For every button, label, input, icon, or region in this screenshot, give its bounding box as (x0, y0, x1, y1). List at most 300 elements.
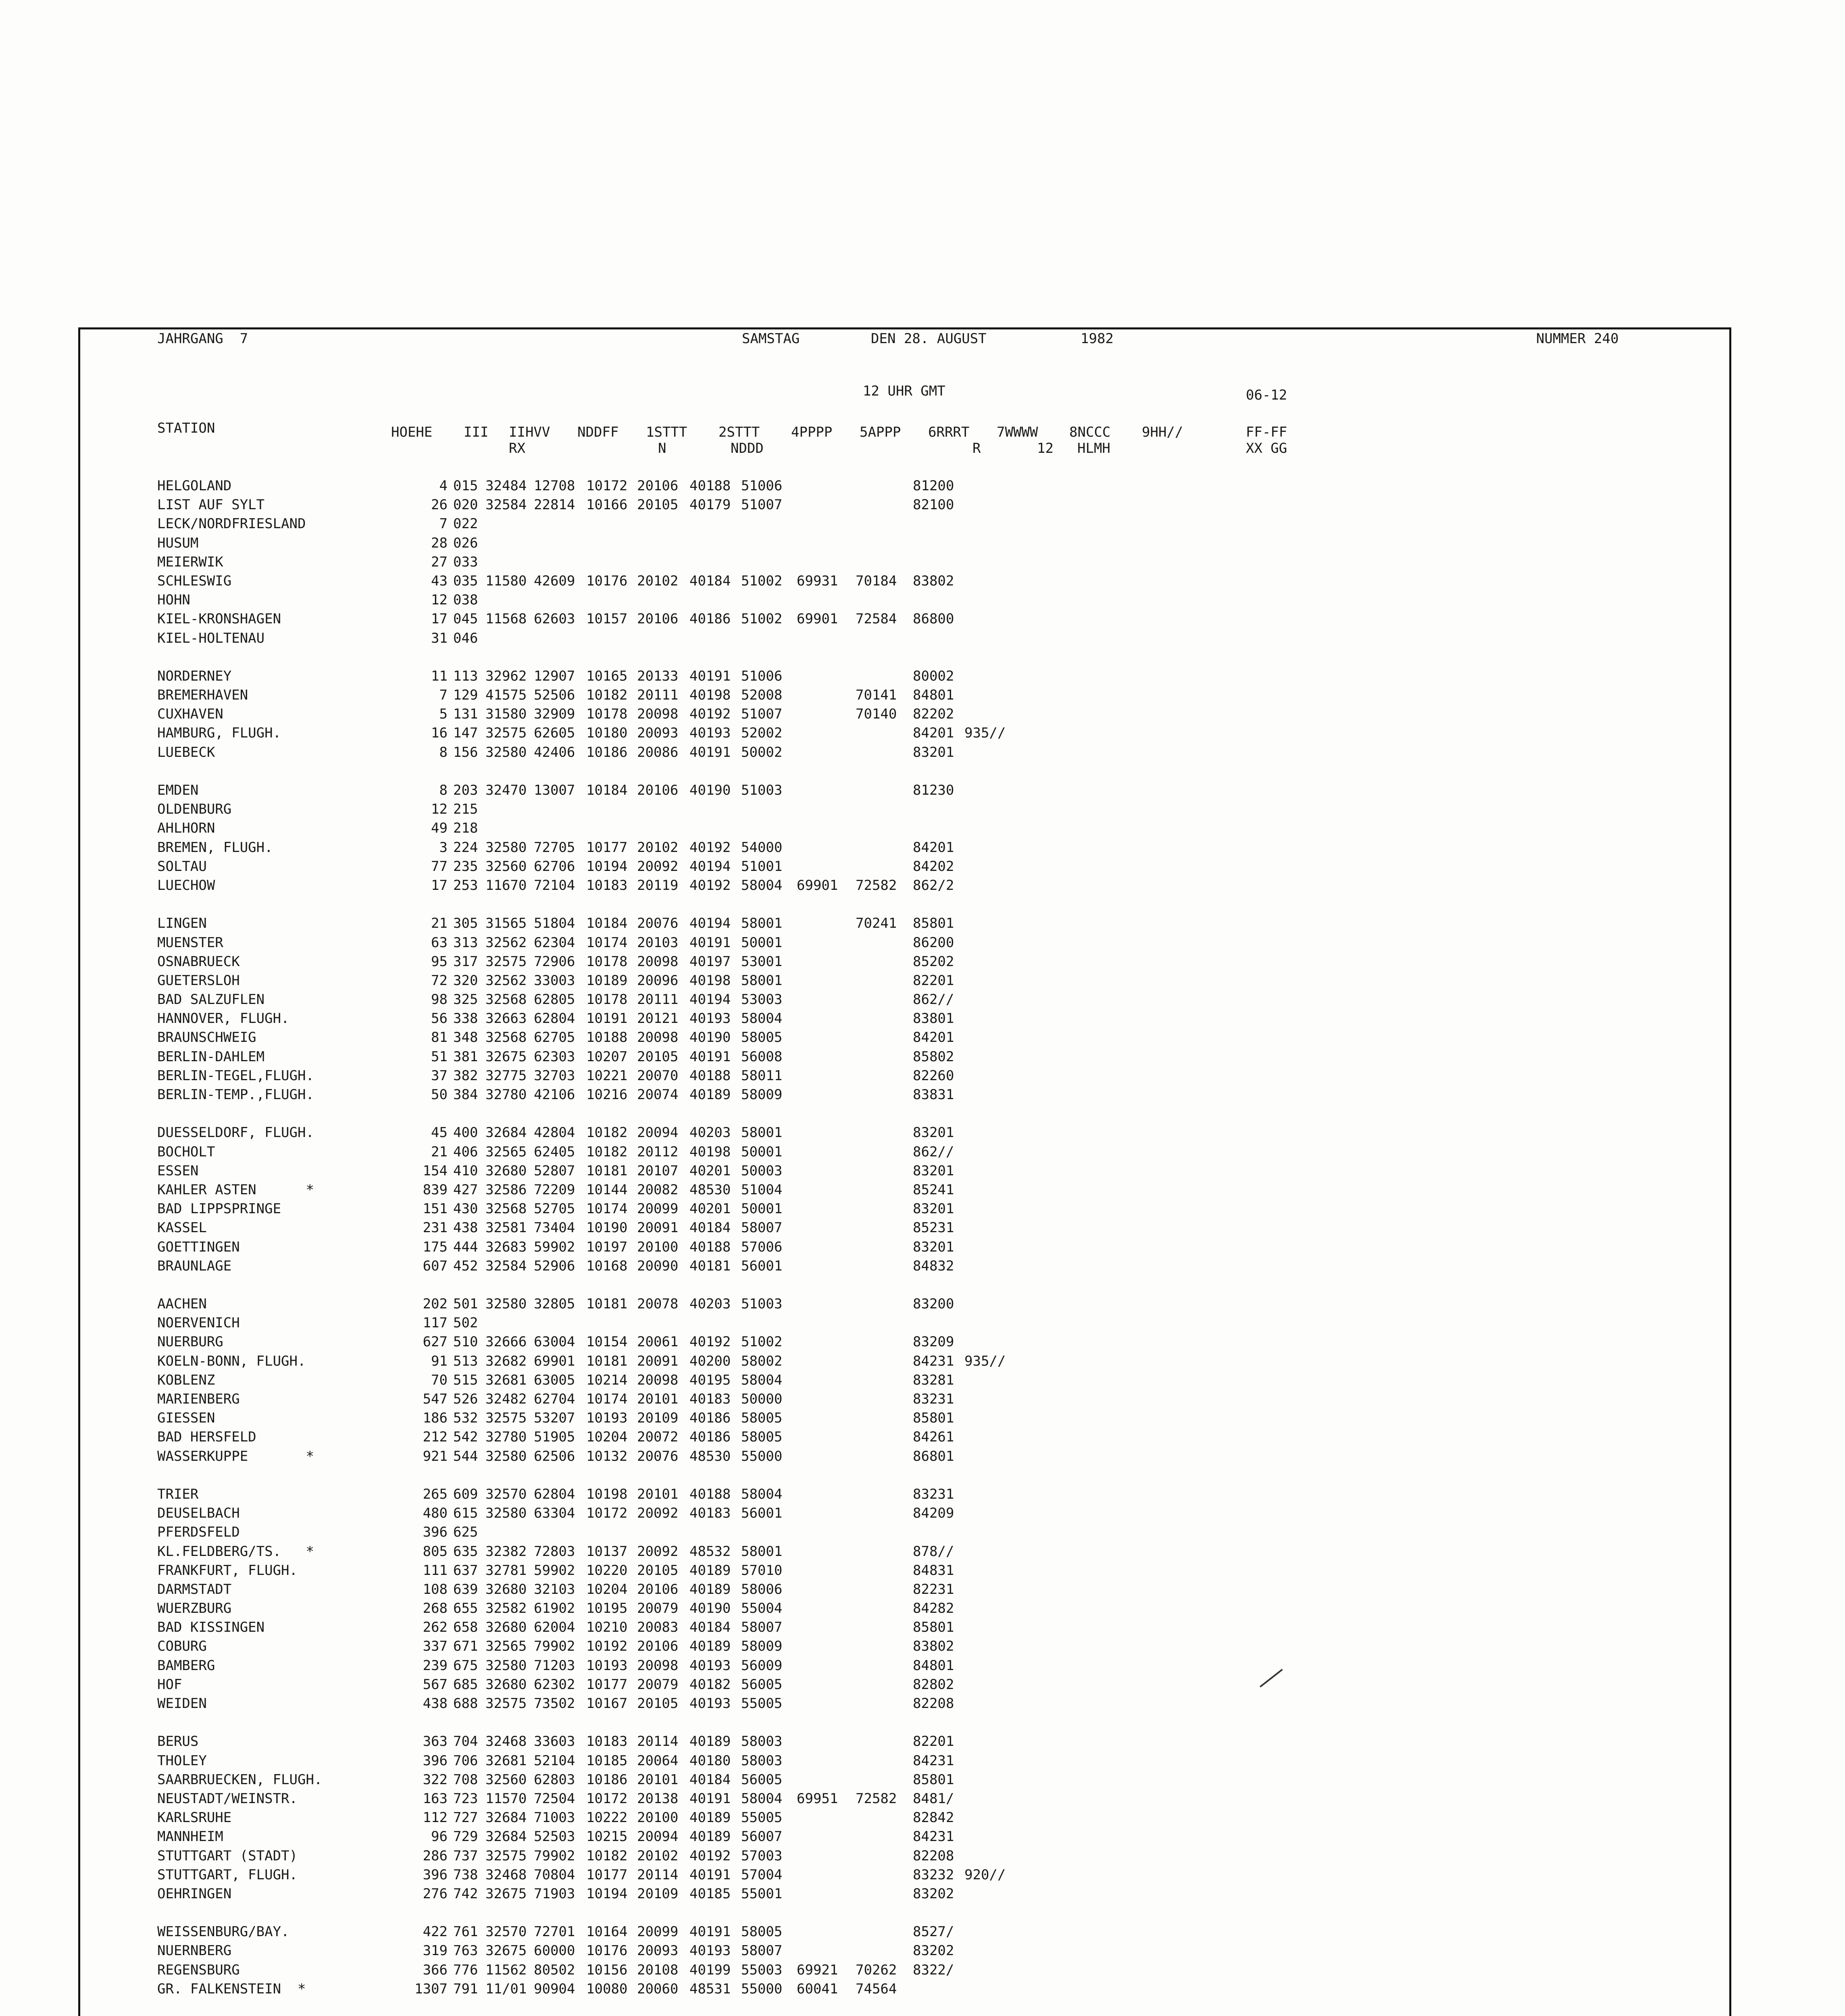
table-cell: 13007 (534, 782, 575, 798)
table-cell: 761 (453, 1924, 478, 1940)
table-cell: 10195 (586, 1600, 628, 1617)
table-cell: 526 (453, 1391, 478, 1407)
table-cell: 85241 (913, 1181, 954, 1198)
table-cell (856, 1181, 913, 1200)
table-cell (637, 819, 689, 838)
table-cell (797, 1218, 856, 1237)
station-name: BERUS (157, 1733, 199, 1750)
table-cell: 45 (431, 1125, 448, 1141)
table-cell (964, 1980, 1025, 1999)
table-cell (964, 1752, 1025, 1770)
table-cell: 48531 (689, 1981, 731, 1997)
table-cell: 410 (453, 1162, 478, 1179)
table-cell: 83202 (913, 1943, 954, 1959)
table-cell: 32681 (485, 1752, 527, 1769)
table-cell (964, 1048, 1025, 1066)
table-cell (964, 990, 1025, 1009)
table-cell: 10154 (586, 1334, 628, 1350)
table-cell: 69931 (797, 573, 838, 589)
table-cell (964, 1218, 1025, 1237)
table-cell (856, 1200, 913, 1218)
table-cell: 10181 (586, 1353, 628, 1369)
table-cell (856, 838, 913, 857)
table-cell (964, 800, 1025, 819)
table-cell: 513 (453, 1353, 478, 1369)
table-cell (856, 553, 913, 572)
table-cell (964, 1504, 1025, 1523)
table-cell: 90904 (534, 1981, 575, 1997)
table-row (157, 1599, 1025, 1618)
station-name: LIST AUF SYLT (157, 497, 265, 513)
table-cell: 40188 (689, 1239, 731, 1255)
table-cell (964, 1922, 1025, 1941)
table-cell (741, 514, 797, 533)
table-cell (797, 857, 856, 876)
table-cell (586, 629, 637, 648)
table-cell: 32680 (485, 1581, 527, 1597)
table-cell (797, 1009, 856, 1028)
table-cell: 20102 (637, 1847, 679, 1864)
table-cell: 156 (453, 744, 478, 760)
table-cell: 11570 (485, 1790, 527, 1807)
table-cell: 32586 (485, 1181, 527, 1198)
table-row (157, 1428, 1025, 1447)
table-row (157, 1485, 1025, 1504)
table-cell: 59902 (534, 1239, 575, 1255)
table-cell: 20094 (637, 1829, 679, 1845)
table-cell: 430 (453, 1201, 478, 1217)
table-row (157, 1580, 1025, 1599)
table-row (157, 629, 1025, 648)
table-cell (797, 1656, 856, 1675)
table-cell (964, 496, 1025, 514)
table-cell: 32580 (485, 1296, 527, 1312)
table-cell: 49 (431, 820, 448, 837)
station-name: BAMBERG (157, 1657, 215, 1674)
table-cell (637, 553, 689, 572)
col-7wwww: 7WWWW (997, 424, 1038, 440)
station-name: BREMERHAVEN (157, 687, 248, 704)
table-cell: 655 (453, 1600, 478, 1617)
table-cell: 10172 (586, 478, 628, 494)
station-name: HOF (157, 1676, 182, 1693)
table-cell: 83201 (913, 1162, 954, 1179)
col-iihvv: IIHVV (509, 424, 550, 440)
table-cell: 151 (423, 1201, 448, 1217)
table-cell: 58004 (741, 1790, 783, 1807)
table-row (157, 1085, 1025, 1104)
table-cell: 40189 (689, 1829, 731, 1845)
table-cell: 515 (453, 1372, 478, 1388)
table-cell: 83231 (913, 1391, 954, 1407)
table-cell: 32580 (485, 839, 527, 856)
table-cell: 40184 (689, 1619, 731, 1636)
table-cell: 20099 (637, 1924, 679, 1940)
table-cell: 265 (423, 1486, 448, 1502)
table-cell (964, 1732, 1025, 1751)
table-cell: 763 (453, 1943, 478, 1959)
table-cell: 40190 (689, 782, 731, 798)
table-cell: 71903 (534, 1885, 575, 1902)
station-name: WEIDEN (157, 1695, 207, 1712)
table-cell (856, 1847, 913, 1866)
table-cell: 40186 (689, 611, 731, 627)
table-cell: 20098 (637, 1372, 679, 1388)
table-cell (797, 724, 856, 743)
table-cell: 52807 (534, 1162, 575, 1179)
station-name: KOBLENZ (157, 1372, 215, 1388)
table-cell (586, 1523, 637, 1542)
table-cell (856, 1447, 913, 1466)
table-row (157, 1048, 1025, 1066)
table-cell: 10184 (586, 782, 628, 798)
table-cell: 55005 (741, 1810, 783, 1826)
table-cell: 147 (453, 725, 478, 741)
table-cell: 40183 (689, 1505, 731, 1522)
table-cell: 113 (453, 668, 478, 684)
station-name: PFERDSFELD (157, 1524, 240, 1541)
table-cell: 033 (453, 554, 478, 570)
col-1sttt: 1STTT (646, 424, 687, 440)
station-name: KARLSRUHE (157, 1810, 232, 1826)
table-cell: 83200 (913, 1296, 954, 1312)
table-cell (689, 629, 741, 648)
station-name: BREMEN, FLUGH. (157, 839, 273, 856)
table-cell: 438 (453, 1220, 478, 1236)
table-cell (797, 1485, 856, 1504)
table-cell (797, 1447, 856, 1466)
table-cell: 40189 (689, 1810, 731, 1826)
table-cell (856, 1066, 913, 1085)
table-cell (856, 1295, 913, 1314)
station-name: HOHN (157, 592, 190, 608)
table-cell: 129 (453, 687, 478, 704)
table-cell: 10177 (586, 1676, 628, 1693)
table-cell: 17 (431, 877, 448, 893)
table-cell: 20079 (637, 1600, 679, 1617)
table-row (157, 667, 1025, 686)
table-cell (797, 1333, 856, 1352)
table-cell: 70262 (856, 1962, 897, 1978)
station-name: KAHLER ASTEN * (157, 1181, 314, 1198)
table-cell: 706 (453, 1752, 478, 1769)
table-cell (534, 534, 586, 553)
table-cell: 62803 (534, 1771, 575, 1788)
table-cell (964, 1162, 1025, 1181)
table-cell (797, 1048, 856, 1066)
table-cell: 54000 (741, 839, 783, 856)
table-cell: 10167 (586, 1695, 628, 1712)
table-cell: 40186 (689, 1429, 731, 1445)
table-row (157, 1181, 1025, 1200)
table-cell: 40184 (689, 1220, 731, 1236)
table-cell: 32575 (485, 1695, 527, 1712)
table-cell (856, 1028, 913, 1047)
table-cell (485, 553, 534, 572)
table-cell: 111 (423, 1562, 448, 1579)
table-cell: 72705 (534, 839, 575, 856)
station-name: MARIENBERG (157, 1391, 240, 1407)
table-cell: 69951 (797, 1790, 838, 1807)
station-name: FRANKFURT, FLUGH. (157, 1562, 298, 1579)
table-cell (485, 800, 534, 819)
table-cell: 40194 (689, 915, 731, 932)
table-cell: 58009 (741, 1638, 783, 1655)
table-cell (797, 1371, 856, 1390)
table-cell: 55003 (741, 1962, 783, 1978)
table-cell (856, 1523, 913, 1542)
table-cell (964, 1123, 1025, 1142)
table-cell: 69901 (797, 611, 838, 627)
table-cell: 32681 (485, 1372, 527, 1388)
table-cell: 20072 (637, 1429, 679, 1445)
table-cell (856, 1048, 913, 1066)
table-cell (913, 819, 964, 838)
table-cell: 10178 (586, 953, 628, 970)
col-iii: III (464, 424, 489, 440)
table-cell: 10178 (586, 706, 628, 723)
table-cell (964, 1066, 1025, 1085)
table-cell: 10172 (586, 1790, 628, 1807)
table-cell: 32565 (485, 1638, 527, 1655)
table-cell: 20091 (637, 1220, 679, 1236)
table-cell: 82100 (913, 497, 954, 513)
table-cell (856, 1542, 913, 1561)
table-cell: 8 (439, 782, 448, 798)
table-cell: 20094 (637, 1125, 679, 1141)
table-cell (964, 610, 1025, 629)
table-cell: 82208 (913, 1847, 954, 1864)
table-cell: 40180 (689, 1752, 731, 1769)
station-name: TRIER (157, 1486, 199, 1502)
table-cell (856, 629, 913, 648)
table-cell (964, 933, 1025, 952)
table-row (157, 933, 1025, 952)
table-cell (964, 1618, 1025, 1637)
table-cell: 12 (431, 592, 448, 608)
table-cell: 73404 (534, 1220, 575, 1236)
table-cell (797, 990, 856, 1009)
col-rx: RX (509, 440, 525, 456)
table-cell: 82842 (913, 1810, 954, 1826)
table-cell: 438 (423, 1695, 448, 1712)
table-row (157, 705, 1025, 724)
station-name: GIESSEN (157, 1410, 215, 1427)
table-cell: 20109 (637, 1885, 679, 1902)
table-cell: 40185 (689, 1885, 731, 1902)
table-cell (856, 1390, 913, 1409)
table-cell: 038 (453, 592, 478, 608)
table-cell: 20106 (637, 782, 679, 798)
table-row (157, 1732, 1025, 1751)
table-cell: 72906 (534, 953, 575, 970)
table-cell: 51007 (741, 706, 783, 723)
table-cell: 878// (913, 1543, 954, 1560)
table-cell: 10177 (586, 1866, 628, 1883)
table-cell: 547 (423, 1391, 448, 1407)
table-cell: 62304 (534, 934, 575, 951)
table-cell: 33003 (534, 972, 575, 989)
table-cell: 20102 (637, 573, 679, 589)
table-cell: 83232 (913, 1866, 954, 1883)
table-cell (856, 990, 913, 1009)
table-cell: 20101 (637, 1771, 679, 1788)
table-cell: 86800 (913, 611, 954, 627)
table-cell: 32575 (485, 953, 527, 970)
table-cell: 10197 (586, 1239, 628, 1255)
table-cell: 58005 (741, 1429, 783, 1445)
table-cell (856, 1504, 913, 1523)
table-cell: 32575 (485, 1847, 527, 1864)
table-cell: 10132 (586, 1448, 628, 1464)
station-name: GUETERSLOH (157, 972, 240, 989)
table-cell (964, 1314, 1025, 1333)
table-cell: 33603 (534, 1733, 575, 1750)
table-cell: 72504 (534, 1790, 575, 1807)
table-cell: 32582 (485, 1600, 527, 1617)
table-cell: 10182 (586, 1847, 628, 1864)
table-cell: 427 (453, 1181, 478, 1198)
table-cell (485, 591, 534, 610)
table-cell (856, 1808, 913, 1827)
table-cell: 045 (453, 611, 478, 627)
table-cell: 10165 (586, 668, 628, 684)
table-cell: 400 (453, 1125, 478, 1141)
table-cell (586, 800, 637, 819)
table-cell: 20092 (637, 1505, 679, 1522)
table-cell (964, 838, 1025, 857)
table-cell: 32575 (485, 1410, 527, 1427)
table-cell: 84201 (913, 1029, 954, 1046)
station-name: BAD LIPPSPRINGE (157, 1201, 281, 1217)
table-cell (485, 534, 534, 553)
table-row (157, 572, 1025, 591)
table-cell: 40190 (689, 1029, 731, 1046)
table-cell: 40190 (689, 1600, 731, 1617)
table-cell: 58002 (741, 1353, 783, 1369)
table-cell: 50 (431, 1087, 448, 1103)
table-cell (856, 1599, 913, 1618)
table-cell: 8527/ (913, 1924, 954, 1940)
table-cell: 95 (431, 953, 448, 970)
station-name: NEUSTADT/WEINSTR. (157, 1790, 298, 1807)
table-cell (964, 1085, 1025, 1104)
table-cell: 55004 (741, 1600, 783, 1617)
table-cell: 396 (423, 1752, 448, 1769)
col-hlmh: HLMH (1077, 440, 1110, 456)
table-cell: 96 (431, 1829, 448, 1845)
table-cell: 10174 (586, 1201, 628, 1217)
table-cell: 322 (423, 1771, 448, 1788)
table-cell: 108 (423, 1581, 448, 1597)
station-name: GOETTINGEN (157, 1239, 240, 1255)
table-cell: 406 (453, 1143, 478, 1160)
table-cell: 69921 (797, 1962, 838, 1978)
table-cell: 20090 (637, 1258, 679, 1274)
table-cell: 51003 (741, 1296, 783, 1312)
table-cell: 11670 (485, 877, 527, 893)
table-cell (534, 1523, 586, 1542)
table-cell: 20107 (637, 1162, 679, 1179)
table-cell: 32683 (485, 1239, 527, 1255)
table-cell: 40200 (689, 1353, 731, 1369)
table-cell (741, 1523, 797, 1542)
table-cell: 10164 (586, 1924, 628, 1940)
table-cell (637, 1523, 689, 1542)
table-cell (913, 1523, 964, 1542)
table-cell (964, 1885, 1025, 1904)
table-cell: 154 (423, 1162, 448, 1179)
table-cell: 40191 (689, 744, 731, 760)
table-cell: 40194 (689, 858, 731, 875)
station-name: HANNOVER, FLUGH. (157, 1010, 289, 1027)
table-cell (964, 1143, 1025, 1162)
table-row (157, 1333, 1025, 1352)
table-cell: 83202 (913, 1885, 954, 1902)
table-cell: 40184 (689, 573, 731, 589)
table-cell: 58006 (741, 1581, 783, 1597)
table-cell (964, 1580, 1025, 1599)
table-cell: 53003 (741, 991, 783, 1008)
table-cell: 10177 (586, 839, 628, 856)
table-cell: 57003 (741, 1847, 783, 1864)
col-8nccc: 8NCCC (1069, 424, 1111, 440)
table-cell: 40189 (689, 1087, 731, 1103)
table-cell: 62302 (534, 1676, 575, 1693)
table-cell (964, 686, 1025, 705)
table-cell (964, 1770, 1025, 1789)
table-row (157, 1257, 1025, 1276)
table-cell (856, 1218, 913, 1237)
table-cell: 51004 (741, 1181, 783, 1198)
table-cell (797, 1637, 856, 1656)
table-cell (797, 1028, 856, 1047)
table-row (157, 514, 1025, 533)
table-cell: 32682 (485, 1353, 527, 1369)
table-cell: 72104 (534, 877, 575, 893)
table-cell (797, 952, 856, 971)
table-cell: 32684 (485, 1125, 527, 1141)
table-cell (637, 1314, 689, 1333)
range-label: 06-12 (1246, 387, 1287, 403)
table-cell: 40189 (689, 1562, 731, 1579)
table-cell: 544 (453, 1448, 478, 1464)
table-cell: 52503 (534, 1829, 575, 1845)
table-cell: 839 (423, 1181, 448, 1198)
table-cell: 40198 (689, 1143, 731, 1160)
table-cell (964, 1295, 1025, 1314)
table-cell (856, 1732, 913, 1751)
table-cell (856, 496, 913, 514)
table-cell: 363 (423, 1733, 448, 1750)
col-5appp: 5APPP (860, 424, 901, 440)
table-cell: 70241 (856, 915, 897, 932)
table-cell (964, 1009, 1025, 1028)
table-cell: 58001 (741, 915, 783, 932)
table-cell (689, 819, 741, 838)
table-cell: 58011 (741, 1067, 783, 1084)
table-cell (964, 1694, 1025, 1713)
table-cell: 32680 (485, 1619, 527, 1636)
table-cell (797, 1866, 856, 1885)
table-cell (964, 1523, 1025, 1542)
table-cell: 62506 (534, 1448, 575, 1464)
table-row (157, 914, 1025, 933)
table-row (157, 952, 1025, 971)
table-cell: 20100 (637, 1239, 679, 1255)
table-cell (534, 819, 586, 838)
station-name: SCHLESWIG (157, 573, 232, 589)
